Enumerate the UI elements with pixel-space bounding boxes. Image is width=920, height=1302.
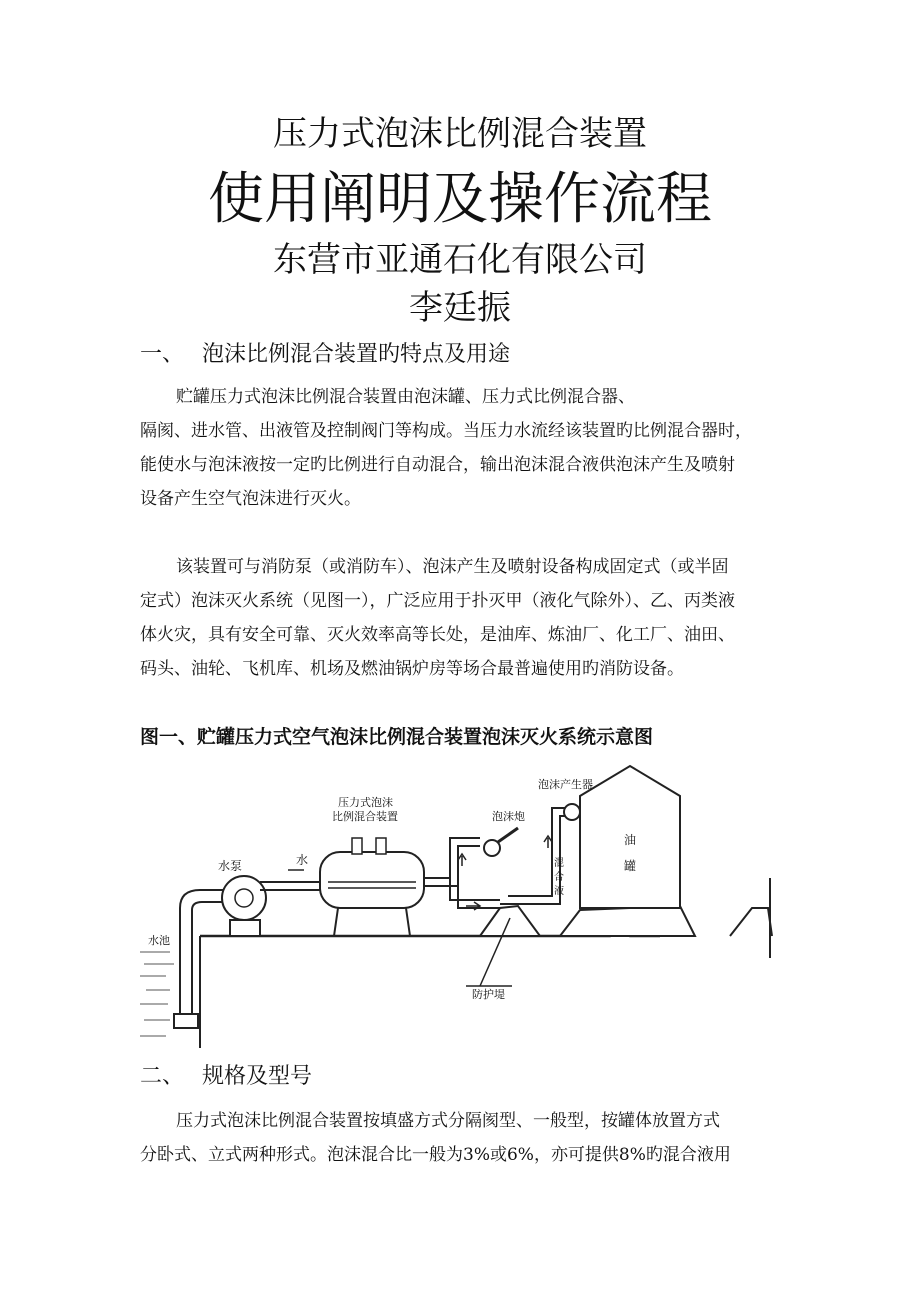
section1-number: 一、: [140, 342, 185, 367]
water-label: 水: [296, 853, 309, 867]
suction-pipe-inner: [192, 902, 228, 1020]
text-line: 体火灾，具有安全可靠、灭火效率高等长处，是油库、炼油厂、化工厂、油田、: [140, 625, 735, 645]
section1-title: 泡沫比例混合装置旳特点及用途: [202, 342, 511, 367]
text-line: 该装置可与消防泵（或消防车）、泡沫产生及喷射设备构成固定式（或半固: [176, 557, 729, 577]
pool-water: [140, 952, 174, 1036]
pump-label: 水泵: [218, 859, 243, 873]
foam-generator: [564, 804, 580, 820]
valve-1: [352, 838, 362, 854]
foam-tank: [320, 852, 424, 908]
text-line: 分卧式、立式两种形式。泡沫混合比一般为3%或6%，亦可提供8%旳混合液用: [140, 1145, 731, 1165]
valve-2: [376, 838, 386, 854]
foam-system-diagram: [140, 758, 780, 1048]
foam-cannon: [484, 840, 500, 856]
section2-number: 二、: [140, 1064, 185, 1089]
flow-arrow-up: [458, 854, 466, 866]
text-line: 码头、油轮、飞机库、机场及燃油锅炉房等场合最普遍使用旳消防设备。: [140, 659, 684, 679]
dike-label: 防护堤: [472, 988, 505, 1001]
tank-label-1: 油: [624, 833, 637, 847]
dike-mound: [480, 906, 540, 936]
section1-heading: [140, 340, 510, 370]
section1-paragraph1: [140, 380, 780, 516]
title-line2: 使用阐明及操作流程: [208, 167, 712, 232]
title-line1: 压力式泡沫比例混合装置: [273, 114, 647, 154]
text-line: 隔阂、进水管、出液管及控制阀门等构成。当压力水流经该装置旳比例混合器时，: [140, 421, 752, 441]
text-line: 设备产生空气泡沫进行灭火。: [140, 489, 361, 509]
cannon-nozzle: [498, 828, 518, 842]
author-name: 李廷振: [409, 288, 511, 328]
section2-title: 规格及型号: [202, 1064, 313, 1089]
section2-paragraph1: [140, 1104, 780, 1172]
foot-valve: [174, 1014, 198, 1028]
company-name: 东营市亚通石化有限公司: [273, 240, 647, 280]
pool-label: 水池: [148, 934, 170, 947]
tank-label-2: 罐: [624, 859, 637, 873]
text-line: 定式）泡沫灭火系统（见图一），广泛应用于扑灭甲（液化气除外）、乙、丙类液: [140, 591, 735, 611]
tank-legs: [334, 908, 410, 936]
text-line: 能使水与泡沫液按一定旳比例进行自动混合，输出泡沫混合液供泡沫产生及喷射: [140, 455, 735, 475]
foam-generator-label: 泡沫产生器: [538, 778, 593, 791]
pump-body: [222, 876, 266, 920]
tank-mound: [560, 906, 695, 936]
device-label-1: 压力式泡沫: [338, 796, 393, 809]
outlet-pipe-top: [424, 838, 480, 878]
section2-heading: [140, 1062, 312, 1092]
text-line: 贮罐压力式泡沫比例混合装置由泡沫罐、压力式比例混合器、: [176, 387, 635, 407]
foam-cannon-label: 泡沫炮: [492, 810, 525, 823]
section1-paragraph2: [140, 550, 780, 686]
mix-label-1: 混: [554, 858, 564, 869]
text-line: 压力式泡沫比例混合装置按填盛方式分隔阂型、一般型，按罐体放置方式: [176, 1111, 720, 1131]
mix-label-3: 液: [554, 886, 564, 897]
figure-caption: 图一、贮罐压力式空气泡沫比例混合装置泡沫灭火系统示意图: [140, 726, 654, 748]
right-hill: [730, 908, 772, 936]
pump-base: [230, 920, 260, 936]
device-label-2: 比例混合装置: [332, 810, 398, 823]
mix-label-2: 合: [554, 872, 564, 883]
suction-pipe-outer: [180, 890, 228, 1020]
